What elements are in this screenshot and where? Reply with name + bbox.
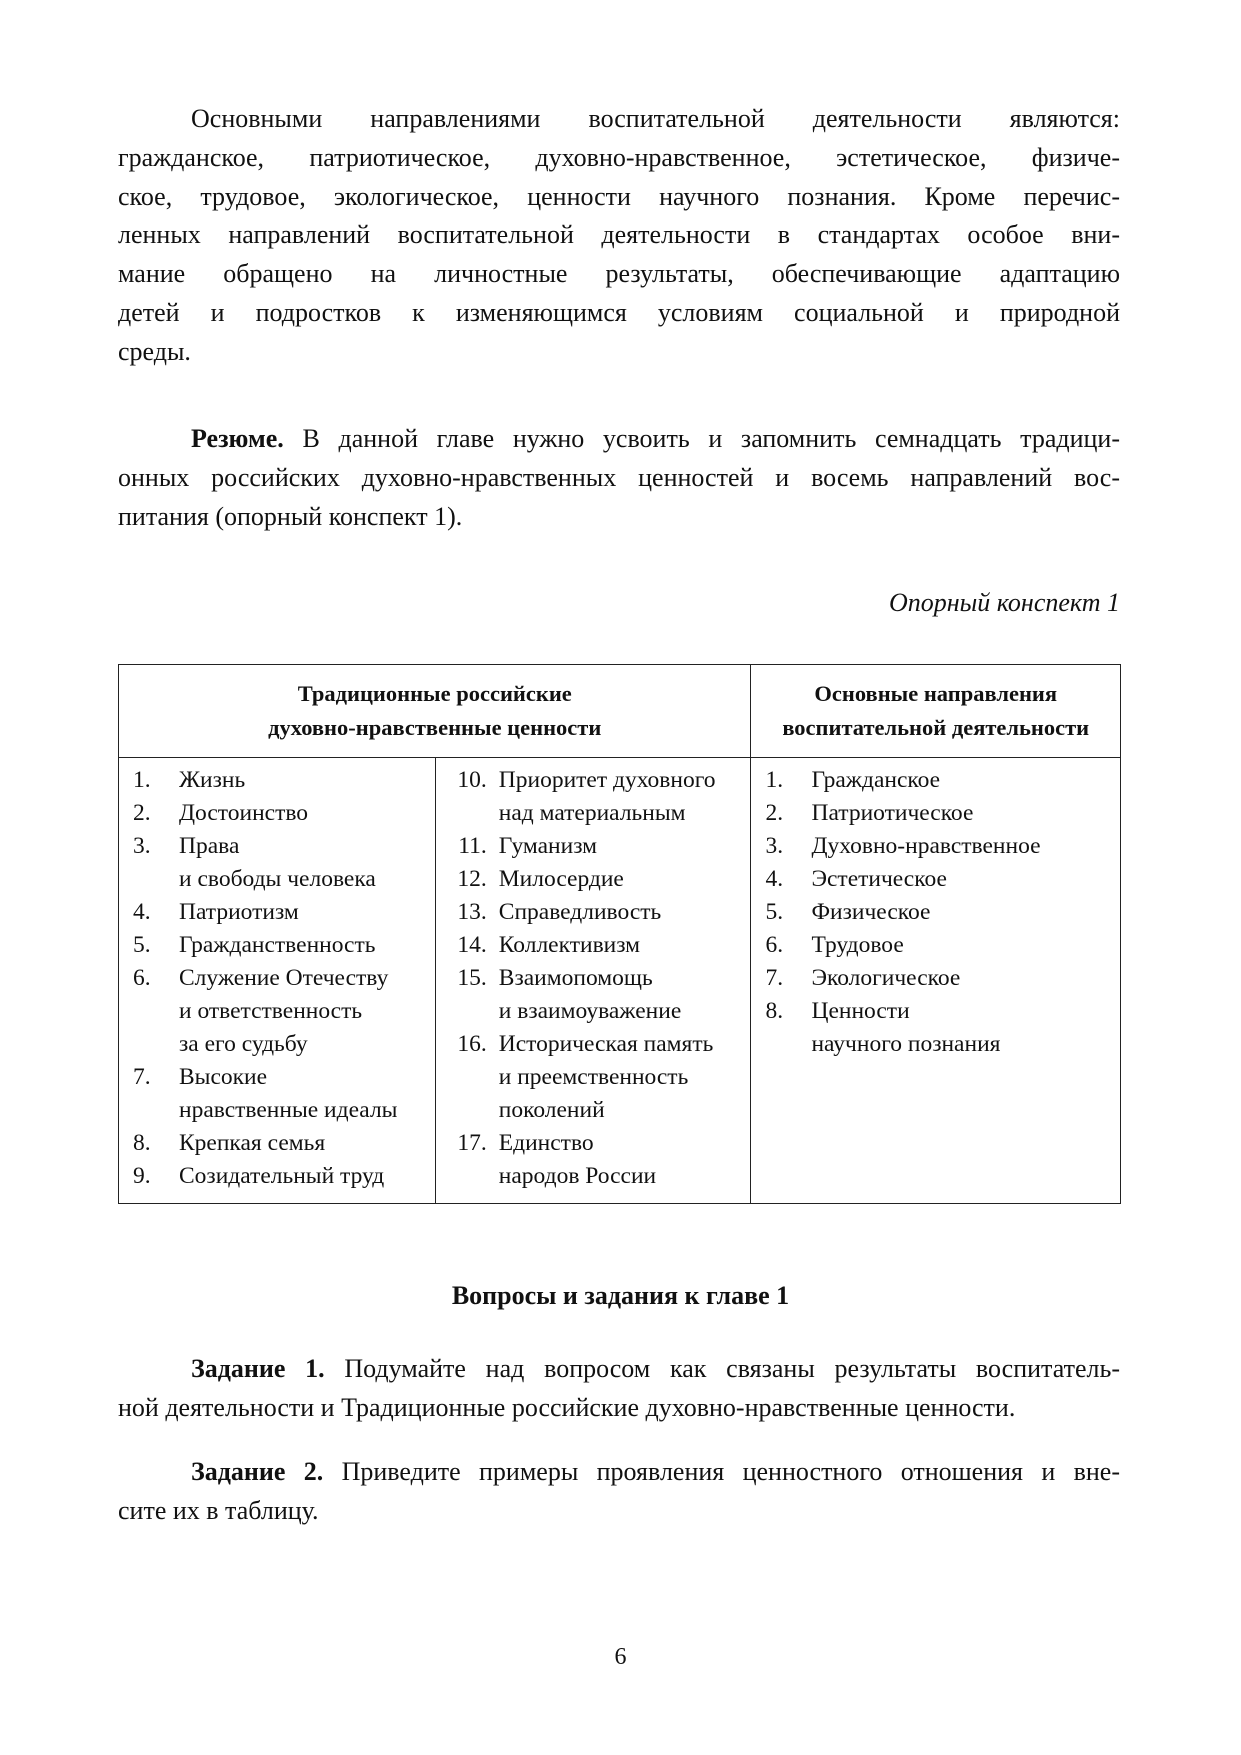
list-item-text: народов России bbox=[498, 1163, 657, 1189]
list-item-number: 3. bbox=[133, 833, 151, 859]
directions-header-line: воспитательной деятельности bbox=[782, 715, 1090, 740]
list-item-number: 6. bbox=[765, 932, 784, 958]
list-item-text: и преемственность bbox=[498, 1064, 689, 1090]
task-1-label: Задание 1. bbox=[191, 1354, 325, 1383]
values-list-2 bbox=[440, 758, 751, 1203]
list-item-text: Гражданское bbox=[811, 767, 941, 793]
list-item-text: Созидательный труд bbox=[179, 1163, 385, 1189]
task-2-paragraph bbox=[118, 1453, 1120, 1531]
list-item bbox=[440, 995, 751, 1028]
summary-table bbox=[118, 664, 1121, 1204]
list-item-number bbox=[133, 1028, 179, 1061]
list-item-number: 2. bbox=[765, 800, 784, 826]
list-item bbox=[133, 995, 435, 1028]
list-item-text: Взаимопомощь bbox=[498, 965, 653, 991]
list-item-number: 4. bbox=[765, 866, 784, 892]
list-item bbox=[765, 1028, 1120, 1061]
resume-line: Резюме. В данной главе нужно усвоить и запомнить семнадцать традици- bbox=[191, 424, 1120, 453]
list-item-number bbox=[133, 1094, 179, 1127]
intro-line: Основными направлениями воспитательной деятельности являются: bbox=[191, 104, 1120, 133]
resume-line: питания (опорный конспект 1). bbox=[118, 501, 463, 531]
list-item-text: Достоинство bbox=[179, 800, 309, 826]
resume-line: онных российских духовно-нравственных ценностей и восемь направлений вос- bbox=[118, 462, 1120, 492]
list-item-text: Эстетическое bbox=[811, 866, 947, 892]
list-item-number bbox=[440, 797, 499, 830]
list-item bbox=[440, 1061, 751, 1094]
list-item-text: Экологическое bbox=[811, 965, 961, 991]
list-item-text: и взаимоуважение bbox=[498, 998, 682, 1024]
list-item-number bbox=[133, 995, 179, 1028]
list-item-text: и свободы человека bbox=[179, 866, 376, 892]
list-item bbox=[440, 1028, 751, 1061]
list-item-text: Приоритет духовного bbox=[498, 767, 716, 793]
values-header-line: духовно-нравственные ценности bbox=[268, 715, 602, 740]
intro-line: гражданское, патриотическое, духовно-нравственное, эстетическое, физиче- bbox=[118, 142, 1120, 172]
list-item-number: 2. bbox=[133, 800, 151, 826]
list-item bbox=[440, 764, 751, 797]
list-item bbox=[133, 764, 435, 797]
intro-line: мание обращено на личностные результаты, обеспечивающие адаптацию bbox=[118, 259, 1120, 289]
intro-paragraph bbox=[118, 100, 1120, 372]
list-item-number: 9. bbox=[133, 1163, 151, 1189]
resume-label: Резюме. bbox=[191, 424, 284, 453]
directions-list bbox=[765, 758, 1120, 1071]
list-item-number: 6. bbox=[133, 965, 151, 991]
list-item-number bbox=[440, 1094, 499, 1127]
list-item bbox=[133, 929, 435, 962]
list-item-text: Высокие bbox=[179, 1064, 268, 1090]
list-item-text: за его судьбу bbox=[179, 1031, 308, 1057]
list-item-text: Гражданственность bbox=[179, 932, 376, 958]
values-header bbox=[119, 665, 751, 758]
list-item-text: Патриотическое bbox=[811, 800, 974, 826]
task-2-line: Задание 2. Приведите примеры проявления ценностного отношения и вне- bbox=[191, 1457, 1120, 1486]
list-item-text: Трудовое bbox=[811, 932, 904, 958]
intro-line: среды. bbox=[118, 336, 191, 366]
list-item bbox=[765, 929, 1120, 962]
list-item-text: Патриотизм bbox=[179, 899, 299, 925]
list-item-number bbox=[440, 1160, 499, 1193]
list-item-number: 5. bbox=[765, 899, 784, 925]
list-item bbox=[440, 929, 751, 962]
list-item-number: 8. bbox=[133, 1130, 151, 1156]
list-item bbox=[440, 1127, 751, 1160]
list-item bbox=[440, 863, 751, 896]
list-item bbox=[133, 1028, 435, 1061]
page-number: 6 bbox=[614, 1644, 627, 1670]
list-item bbox=[440, 896, 751, 929]
list-item-text: Права bbox=[179, 833, 240, 859]
table-body-row bbox=[119, 758, 1121, 1204]
list-item bbox=[133, 830, 435, 863]
list-item bbox=[765, 896, 1120, 929]
section-title: Вопросы и задания к главе 1 bbox=[451, 1281, 790, 1310]
task-1-line: Задание 1. Подумайте над вопросом как связаны результаты воспитатель- bbox=[191, 1354, 1120, 1383]
list-item-text: Справедливость bbox=[498, 899, 662, 925]
list-item-text: Ценности bbox=[811, 998, 910, 1024]
list-item-text: Единство bbox=[498, 1130, 594, 1156]
list-item-number: 8. bbox=[765, 998, 784, 1024]
list-item bbox=[133, 896, 435, 929]
list-item-text: Милосердие bbox=[498, 866, 624, 892]
intro-line: ленных направлений воспитательной деятельности в стандартах особое вни- bbox=[118, 220, 1120, 250]
list-item bbox=[133, 1061, 435, 1094]
list-item bbox=[440, 962, 751, 995]
list-item bbox=[133, 863, 435, 896]
list-item bbox=[765, 797, 1120, 830]
list-item-number: 14. bbox=[457, 932, 487, 958]
list-item-number: 4. bbox=[133, 899, 151, 925]
list-item-number: 3. bbox=[765, 833, 784, 859]
list-item-number bbox=[765, 1028, 811, 1061]
list-item-number: 5. bbox=[133, 932, 151, 958]
list-item-number: 17. bbox=[457, 1130, 487, 1156]
list-item-number bbox=[440, 1061, 499, 1094]
list-item bbox=[440, 1094, 751, 1127]
task-1-line: ной деятельности и Традиционные российские духовно-нравственные ценности. bbox=[118, 1392, 1016, 1422]
list-item-number: 7. bbox=[133, 1064, 151, 1090]
list-item bbox=[133, 797, 435, 830]
task-2-line: сите их в таблицу. bbox=[118, 1495, 319, 1525]
list-item bbox=[765, 962, 1120, 995]
list-item bbox=[440, 797, 751, 830]
list-item-number: 1. bbox=[133, 767, 151, 793]
directions-header bbox=[751, 665, 1121, 758]
values-column-1 bbox=[119, 758, 436, 1204]
values-column-2 bbox=[435, 758, 751, 1204]
list-item bbox=[133, 1094, 435, 1127]
intro-line: детей и подростков к изменяющимся условиям социальной и природной bbox=[118, 297, 1120, 327]
resume-paragraph bbox=[118, 420, 1120, 536]
list-item-number: 15. bbox=[457, 965, 487, 991]
list-item-text: Гуманизм bbox=[498, 833, 598, 859]
table-header-row bbox=[119, 665, 1121, 758]
list-item-number bbox=[440, 995, 499, 1028]
list-item bbox=[440, 1160, 751, 1193]
list-item-number: 16. bbox=[457, 1031, 487, 1057]
list-item bbox=[765, 995, 1120, 1028]
list-item-text: и ответственность bbox=[179, 998, 363, 1024]
list-item-text: Коллективизм bbox=[498, 932, 641, 958]
list-item-text: Духовно-нравственное bbox=[811, 833, 1041, 859]
list-item-text: Физическое bbox=[811, 899, 931, 925]
task-1-paragraph bbox=[118, 1350, 1120, 1428]
list-item-number bbox=[133, 863, 179, 896]
list-item-text: поколений bbox=[498, 1097, 605, 1123]
list-item-text: Крепкая семья bbox=[179, 1130, 326, 1156]
list-item bbox=[765, 863, 1120, 896]
task-2-label: Задание 2. bbox=[191, 1457, 324, 1486]
list-item-number: 7. bbox=[765, 965, 784, 991]
list-item-number: 11. bbox=[458, 833, 487, 859]
table-caption: Опорный конспект 1 bbox=[888, 588, 1120, 617]
list-item-text: над материальным bbox=[498, 800, 686, 826]
list-item-text: Служение Отечеству bbox=[179, 965, 389, 991]
list-item-text: Историческая память bbox=[498, 1031, 714, 1057]
list-item bbox=[133, 1160, 435, 1193]
list-item-text: нравственные идеалы bbox=[179, 1097, 398, 1123]
list-item bbox=[133, 1127, 435, 1160]
list-item-text: Жизнь bbox=[179, 767, 246, 793]
list-item-number: 12. bbox=[457, 866, 487, 892]
list-item-number: 10. bbox=[457, 767, 487, 793]
list-item-text: научного познания bbox=[811, 1031, 1001, 1057]
list-item bbox=[765, 830, 1120, 863]
values-list-1 bbox=[133, 758, 435, 1203]
directions-column bbox=[751, 758, 1121, 1204]
list-item bbox=[765, 764, 1120, 797]
list-item bbox=[440, 830, 751, 863]
intro-line: ское, трудовое, экологическое, ценности научного познания. Кроме перечис- bbox=[118, 181, 1120, 211]
list-item-number: 13. bbox=[457, 899, 487, 925]
values-header-line: Традиционные российские bbox=[297, 681, 572, 706]
list-item-number: 1. bbox=[765, 767, 784, 793]
list-item bbox=[133, 962, 435, 995]
directions-header-line: Основные направления bbox=[814, 681, 1058, 706]
